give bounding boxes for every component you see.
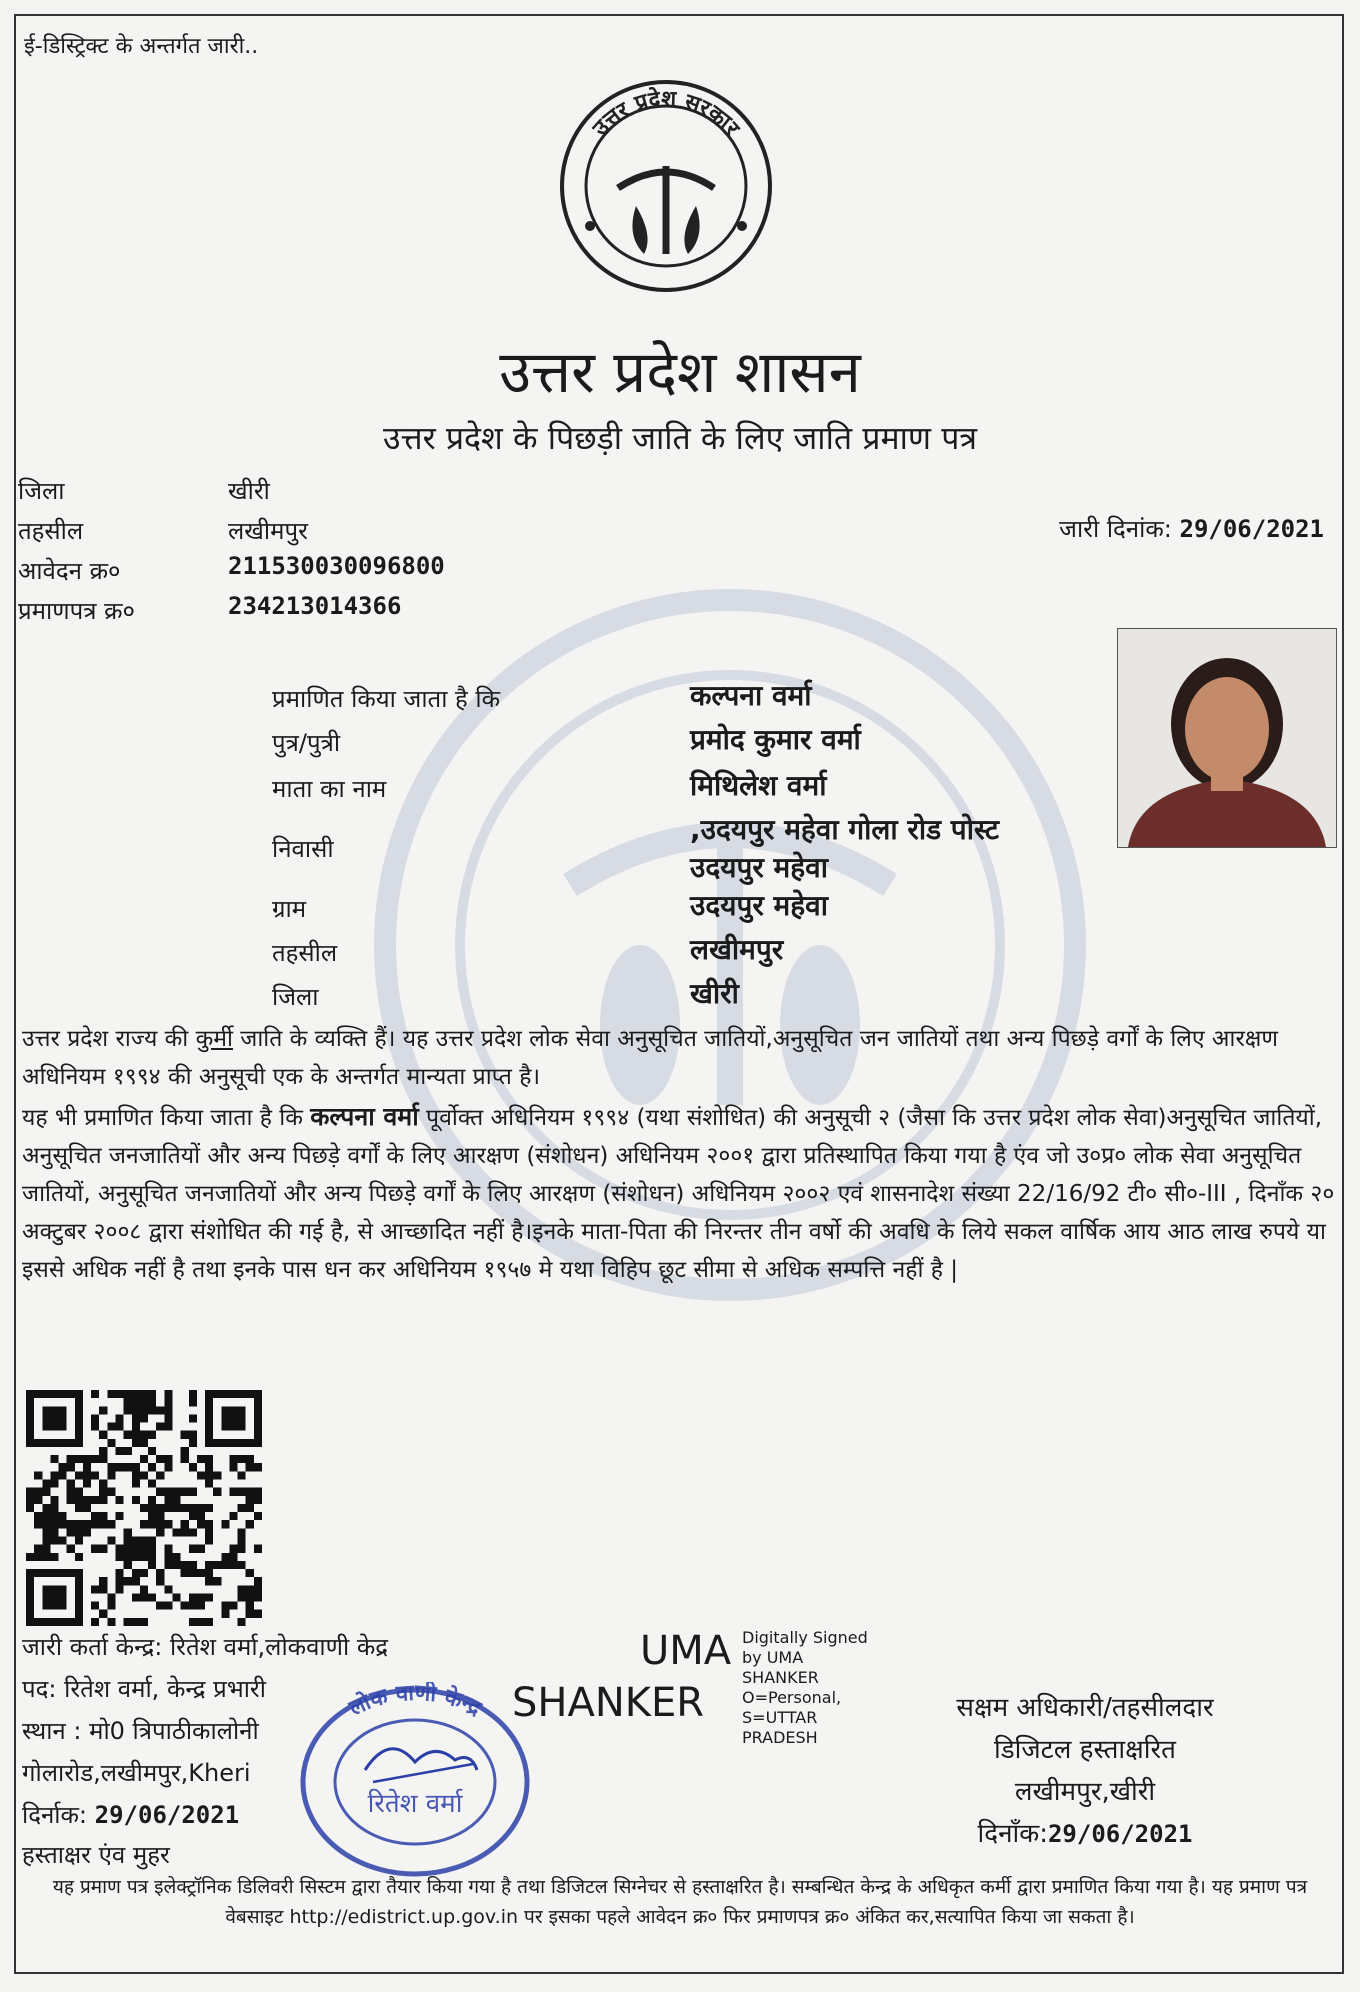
authority-date-label: दिनाँक: — [977, 1819, 1048, 1849]
issue-date-value: 29/06/2021 — [1179, 515, 1324, 543]
issuer-date-value: 29/06/2021 — [94, 1801, 240, 1829]
authority-line2: डिजिटल हस्ताक्षरित — [994, 1735, 1176, 1765]
mother-label: माता का नाम — [272, 775, 387, 803]
issuer-place-line2: गोलारोड,लखीमपुर,Kheri — [22, 1759, 251, 1787]
issuer-date — [22, 1798, 239, 1831]
page-subtitle: उत्तर प्रदेश के पिछड़ी जाति के लिए जाति प्रमाण पत्र — [382, 419, 978, 457]
issuer-date-label: दिर्नाक: — [22, 1801, 88, 1829]
caste-name: कुर्मी — [195, 1026, 233, 1052]
qr-code-icon — [26, 1390, 262, 1626]
district-detail-value: खीरी — [690, 977, 739, 1010]
dsig-detail-1: Digitally Signed — [742, 1628, 868, 1647]
certificate-number: 234213014366 — [228, 592, 402, 620]
dsig-name-line2: SHANKER — [512, 1680, 705, 1726]
issuer-center — [22, 1630, 388, 1663]
dsig-detail-3: SHANKER — [742, 1668, 819, 1687]
district-label: जिला — [18, 477, 65, 505]
certificate-label: प्रमाणपत्र क्र० — [18, 597, 135, 625]
certify-label: प्रमाणित किया जाता है कि — [272, 685, 501, 713]
p2-text-a: यह भी प्रमाणित किया जाता है कि — [22, 1105, 311, 1131]
mother-name: मिथिलेश वर्मा — [690, 769, 827, 802]
p1-text-b: जाति के व्यक्ति हैं। यह उत्तर प्रदेश लोक सेवा अनुसूचित जातियों,अनुसूचित जन जातियों तथा अन्य पिछड़े वर्गों के लिए आरक्षण अधिनियम १९९४ की अनुसूची एक के अन्तर्गत मान्यता प्राप्त है। — [22, 1026, 1278, 1090]
tehsil-label: तहसील — [18, 517, 84, 545]
issuer-center-label: जारी कर्ता केन्द्र: — [22, 1633, 163, 1661]
issuer-post — [22, 1672, 266, 1705]
stamp-name: रितेश वर्मा — [367, 1789, 463, 1819]
seal-stamp-icon — [295, 1682, 535, 1886]
issuer-place-line1: मो0 त्रिपाठीकालोनी — [89, 1717, 259, 1745]
village-value: उदयपुर महेवा — [690, 889, 828, 922]
body-paragraph-1 — [22, 1020, 1337, 1096]
tehsil-value: लखीमपुर — [228, 517, 308, 545]
emblem-text: उत्तर प्रदेश सरकार — [588, 86, 744, 142]
resident-line1: ,उदयपुर महेवा गोला रोड पोस्ट — [690, 813, 999, 846]
footer-note: यह प्रमाण पत्र इलेक्ट्रॉनिक डिलिवरी सिस्टम द्वारा तैयार किया गया है तथा डिजिटल सिग्नेचर से हस्ताक्षरित है। सम्बन्धित केन्द्र के अधिकृत कर्मी द्वारा प्रमाणित किया गया है। यह प्रमाण पत्र वेबसाइट http://edistrict.up.gov.in पर इसका पहले आवेदन क्र० फिर प्रमाणपत्र क्र० अंकित कर,सत्यापित किया जा सकता है। — [52, 1876, 1308, 1928]
dsig-detail-6: PRADESH — [742, 1728, 818, 1747]
applicant-photo — [1117, 628, 1337, 848]
tehsil-detail-value: लखीमपुर — [690, 933, 784, 966]
issuer-place — [22, 1714, 259, 1747]
district-value: खीरी — [228, 477, 270, 505]
issuer-post-label: पद: — [22, 1675, 57, 1703]
issuer-place-label: स्थान : — [22, 1717, 82, 1745]
application-number: 211530030096800 — [228, 552, 445, 580]
district-detail-label: जिला — [272, 983, 319, 1011]
issue-date — [1059, 512, 1324, 545]
issue-date-label: जारी दिनांक: — [1059, 515, 1172, 543]
application-label: आवेदन क्र० — [18, 557, 121, 585]
issuer-center-value: रितेश वर्मा,लोकवाणी केद्र — [169, 1633, 389, 1661]
p1-text-a: उत्तर प्रदेश राज्य की — [22, 1026, 196, 1052]
up-emblem-icon — [556, 76, 776, 300]
relation-label: पुत्र/पुत्री — [272, 729, 341, 757]
village-label: ग्राम — [272, 895, 307, 923]
authority-line1: सक्षम अधिकारी/तहसीलदार — [956, 1693, 1214, 1723]
dsig-detail-5: S=UTTAR — [742, 1708, 818, 1727]
dsig-detail-2: by UMA — [742, 1648, 804, 1667]
applicant-name: कल्पना वर्मा — [690, 679, 812, 712]
authority-date-value: 29/06/2021 — [1047, 1820, 1193, 1848]
dsig-detail-4: O=Personal, — [742, 1688, 842, 1707]
issuer-sign-label: हस्ताक्षर एंव मुहर — [22, 1841, 170, 1869]
stamp-text: लोक वाणी केन्द्र — [345, 1682, 486, 1722]
body-paragraph-2 — [22, 1098, 1337, 1289]
dsig-details — [742, 1628, 868, 1748]
resident-label: निवासी — [272, 835, 334, 863]
dsig-name-line1: UMA — [640, 1628, 732, 1674]
resident-line2: उदयपुर महेवा — [690, 851, 828, 884]
issuer-post-value: रितेश वर्मा, केन्द्र प्रभारी — [64, 1675, 266, 1703]
authority-date — [920, 1814, 1250, 1850]
header-note: ई-डिस्ट्रिक्ट के अन्तर्गत जारी.. — [24, 34, 259, 59]
p2-text-b: पूर्वोक्त अधिनियम १९९४ (यथा संशोधित) की अनुसूची २ (जैसा कि उत्तर प्रदेश लोक सेवा)अनुसूचित जातियों, अनुसूचित जनजातियों और अन्य पिछड़े वर्गों के लिए आरक्षण (संशोधन) अधिनियम २००१ द्वारा प्रतिस्थापित किया गया है एंव जो उ०प्र० लोक सेवा अनुसूचित जातियों, अनुसूचित जनजातियों और अन्य पिछड़े वर्गों के लिए आरक्षण (संशोधन) अधिनियम २००२ एवं शासनादेश संख्या 22/16/92 टी० सी०-III , दिनाँक २० अक्टुबर २००८ द्वारा संशोधित की गई है, से आच्छादित नहीं है।इनके माता-पिता की निरन्तर तीन वर्षो की अवधि के लिये सकल वार्षिक आय आठ लाख रुपये या इससे अधिक नहीं है तथा इनके पास धन कर अधिनियम १९५७ मे यथा विहिप छूट सीमा से अधिक सम्पत्ति नहीं है | — [22, 1105, 1335, 1283]
authority-line3: लखीमपुर,खीरी — [1014, 1777, 1156, 1807]
tehsil-detail-label: तहसील — [272, 939, 338, 967]
father-name: प्रमोद कुमार वर्मा — [690, 723, 861, 756]
p2-applicant-name: कल्पना वर्मा — [310, 1102, 419, 1131]
page-title: उत्तर प्रदेश शासन — [499, 338, 861, 406]
